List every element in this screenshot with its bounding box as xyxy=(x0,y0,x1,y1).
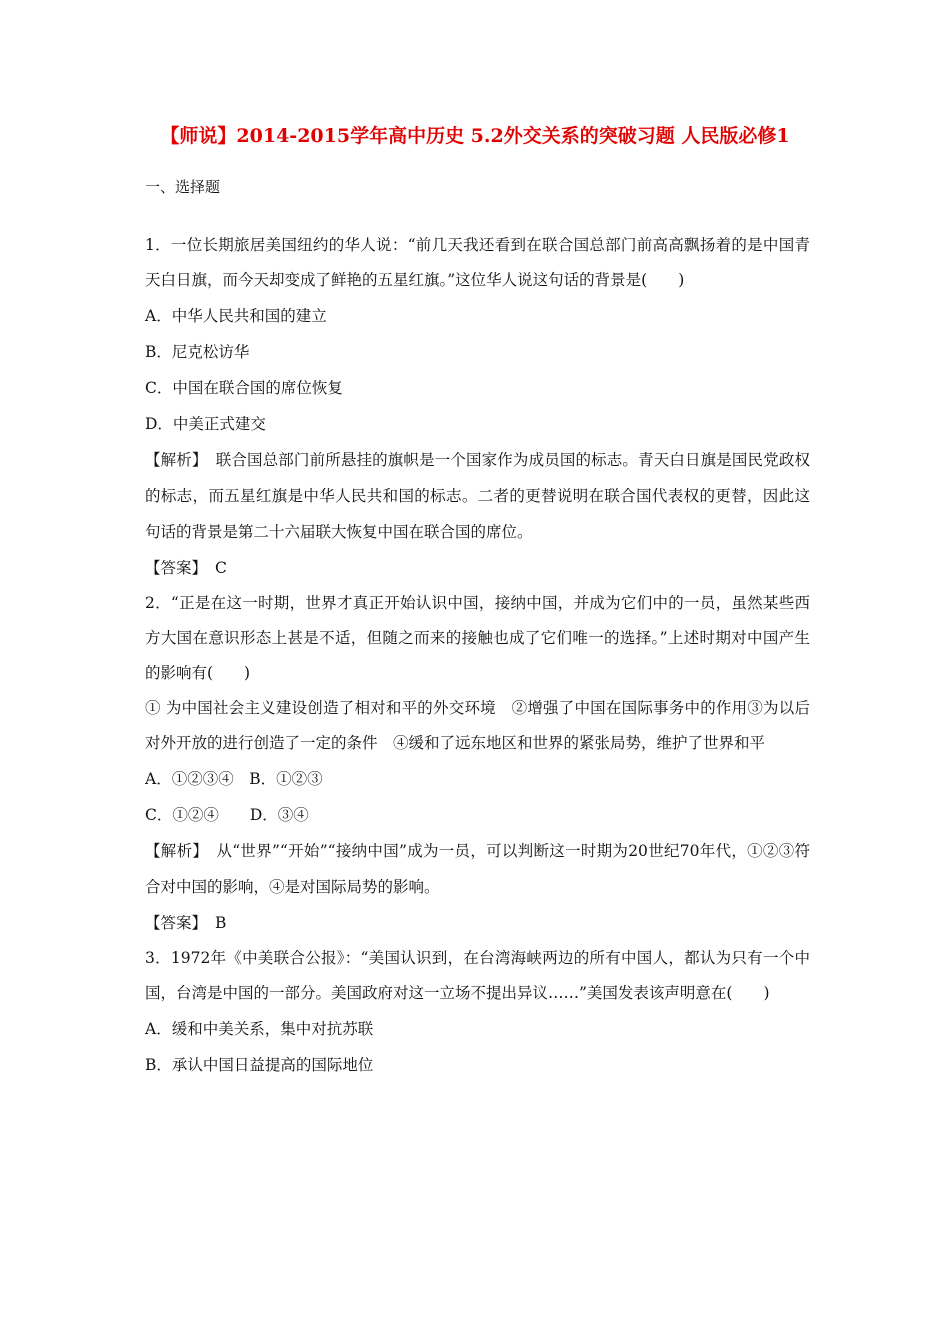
question-3-option-b: B．承认中国日益提高的国际地位 xyxy=(145,1056,374,1074)
question-2-stem: 2．“正是在这一时期，世界才真正开始认识中国，接纳中国，并成为它们中的一员，虽然某些西方大国在意识形态上甚是不适，但随之而来的接触也成了它们唯一的选择。”上述时期对中国产生的影响有( ) xyxy=(145,594,810,682)
question-2-analysis xyxy=(145,833,810,905)
analysis-text: 联合国总部门前所悬挂的旗帜是一个国家作为成员国的标志。青天白日旗是国民党政权的标志，而五星红旗是中华人民共和国的标志。二者的更替说明在联合国代表权的更替，因此这句话的背景是第二十六届联大恢复中国在联合国的席位。 xyxy=(145,451,810,541)
question-list xyxy=(145,228,810,1083)
section-heading: 一、选择题 xyxy=(145,178,221,196)
analysis-text: 从“世界”“开始”“接纳中国”成为一员，可以判断这一时期为20世纪70年代，①②③符合对中国的影响，④是对国际局势的影响。 xyxy=(145,842,810,896)
question-3 xyxy=(145,941,810,1083)
question-1-option-a: A．中华人民共和国的建立 xyxy=(145,307,327,325)
question-3-stem: 3．1972年《中美联合公报》：“美国认识到，在台湾海峡两边的所有中国人，都认为只有一个中国，台湾是中国的一部分。美国政府对这一立场不提出异议……”美国发表该声明意在( ) xyxy=(145,949,810,1002)
question-2-options-row-1: A．①②③④ B．①②③ xyxy=(145,770,323,788)
answer-value: C xyxy=(215,559,227,577)
question-1-option-d: D．中美正式建交 xyxy=(145,415,266,433)
question-1-stem: 1．一位长期旅居美国纽约的华人说：“前几天我还看到在联合国总部门前高高飘扬着的是中国青天白日旗，而今天却变成了鲜艳的五星红旗。”这位华人说这句话的背景是( ) xyxy=(145,236,810,289)
analysis-label: 【解析】 xyxy=(145,451,208,469)
question-1-answer xyxy=(145,550,810,586)
question-1-option-c: C．中国在联合国的席位恢复 xyxy=(145,379,343,397)
document-title: 【师说】2014-2015学年高中历史 5.2外交关系的突破习题 人民版必修1 xyxy=(160,125,790,147)
question-3-option-a: A．缓和中美关系，集中对抗苏联 xyxy=(145,1020,374,1038)
question-2 xyxy=(145,586,810,941)
answer-label: 【答案】 xyxy=(145,559,208,577)
answer-value: B xyxy=(215,914,227,932)
question-2-statements: ① 为中国社会主义建设创造了相对和平的外交环境 ②增强了中国在国际事务中的作用③为以后对外开放的进行创造了一定的条件 ④缓和了远东地区和世界的紧张局势，维护了世界和平 xyxy=(145,699,810,752)
answer-label: 【答案】 xyxy=(145,914,208,932)
question-2-options-row-2: C．①②④ D．③④ xyxy=(145,806,309,824)
analysis-label: 【解析】 xyxy=(145,842,209,860)
question-1-option-b: B．尼克松访华 xyxy=(145,343,250,361)
question-2-answer xyxy=(145,905,810,941)
question-1 xyxy=(145,228,810,586)
question-1-analysis xyxy=(145,442,810,550)
